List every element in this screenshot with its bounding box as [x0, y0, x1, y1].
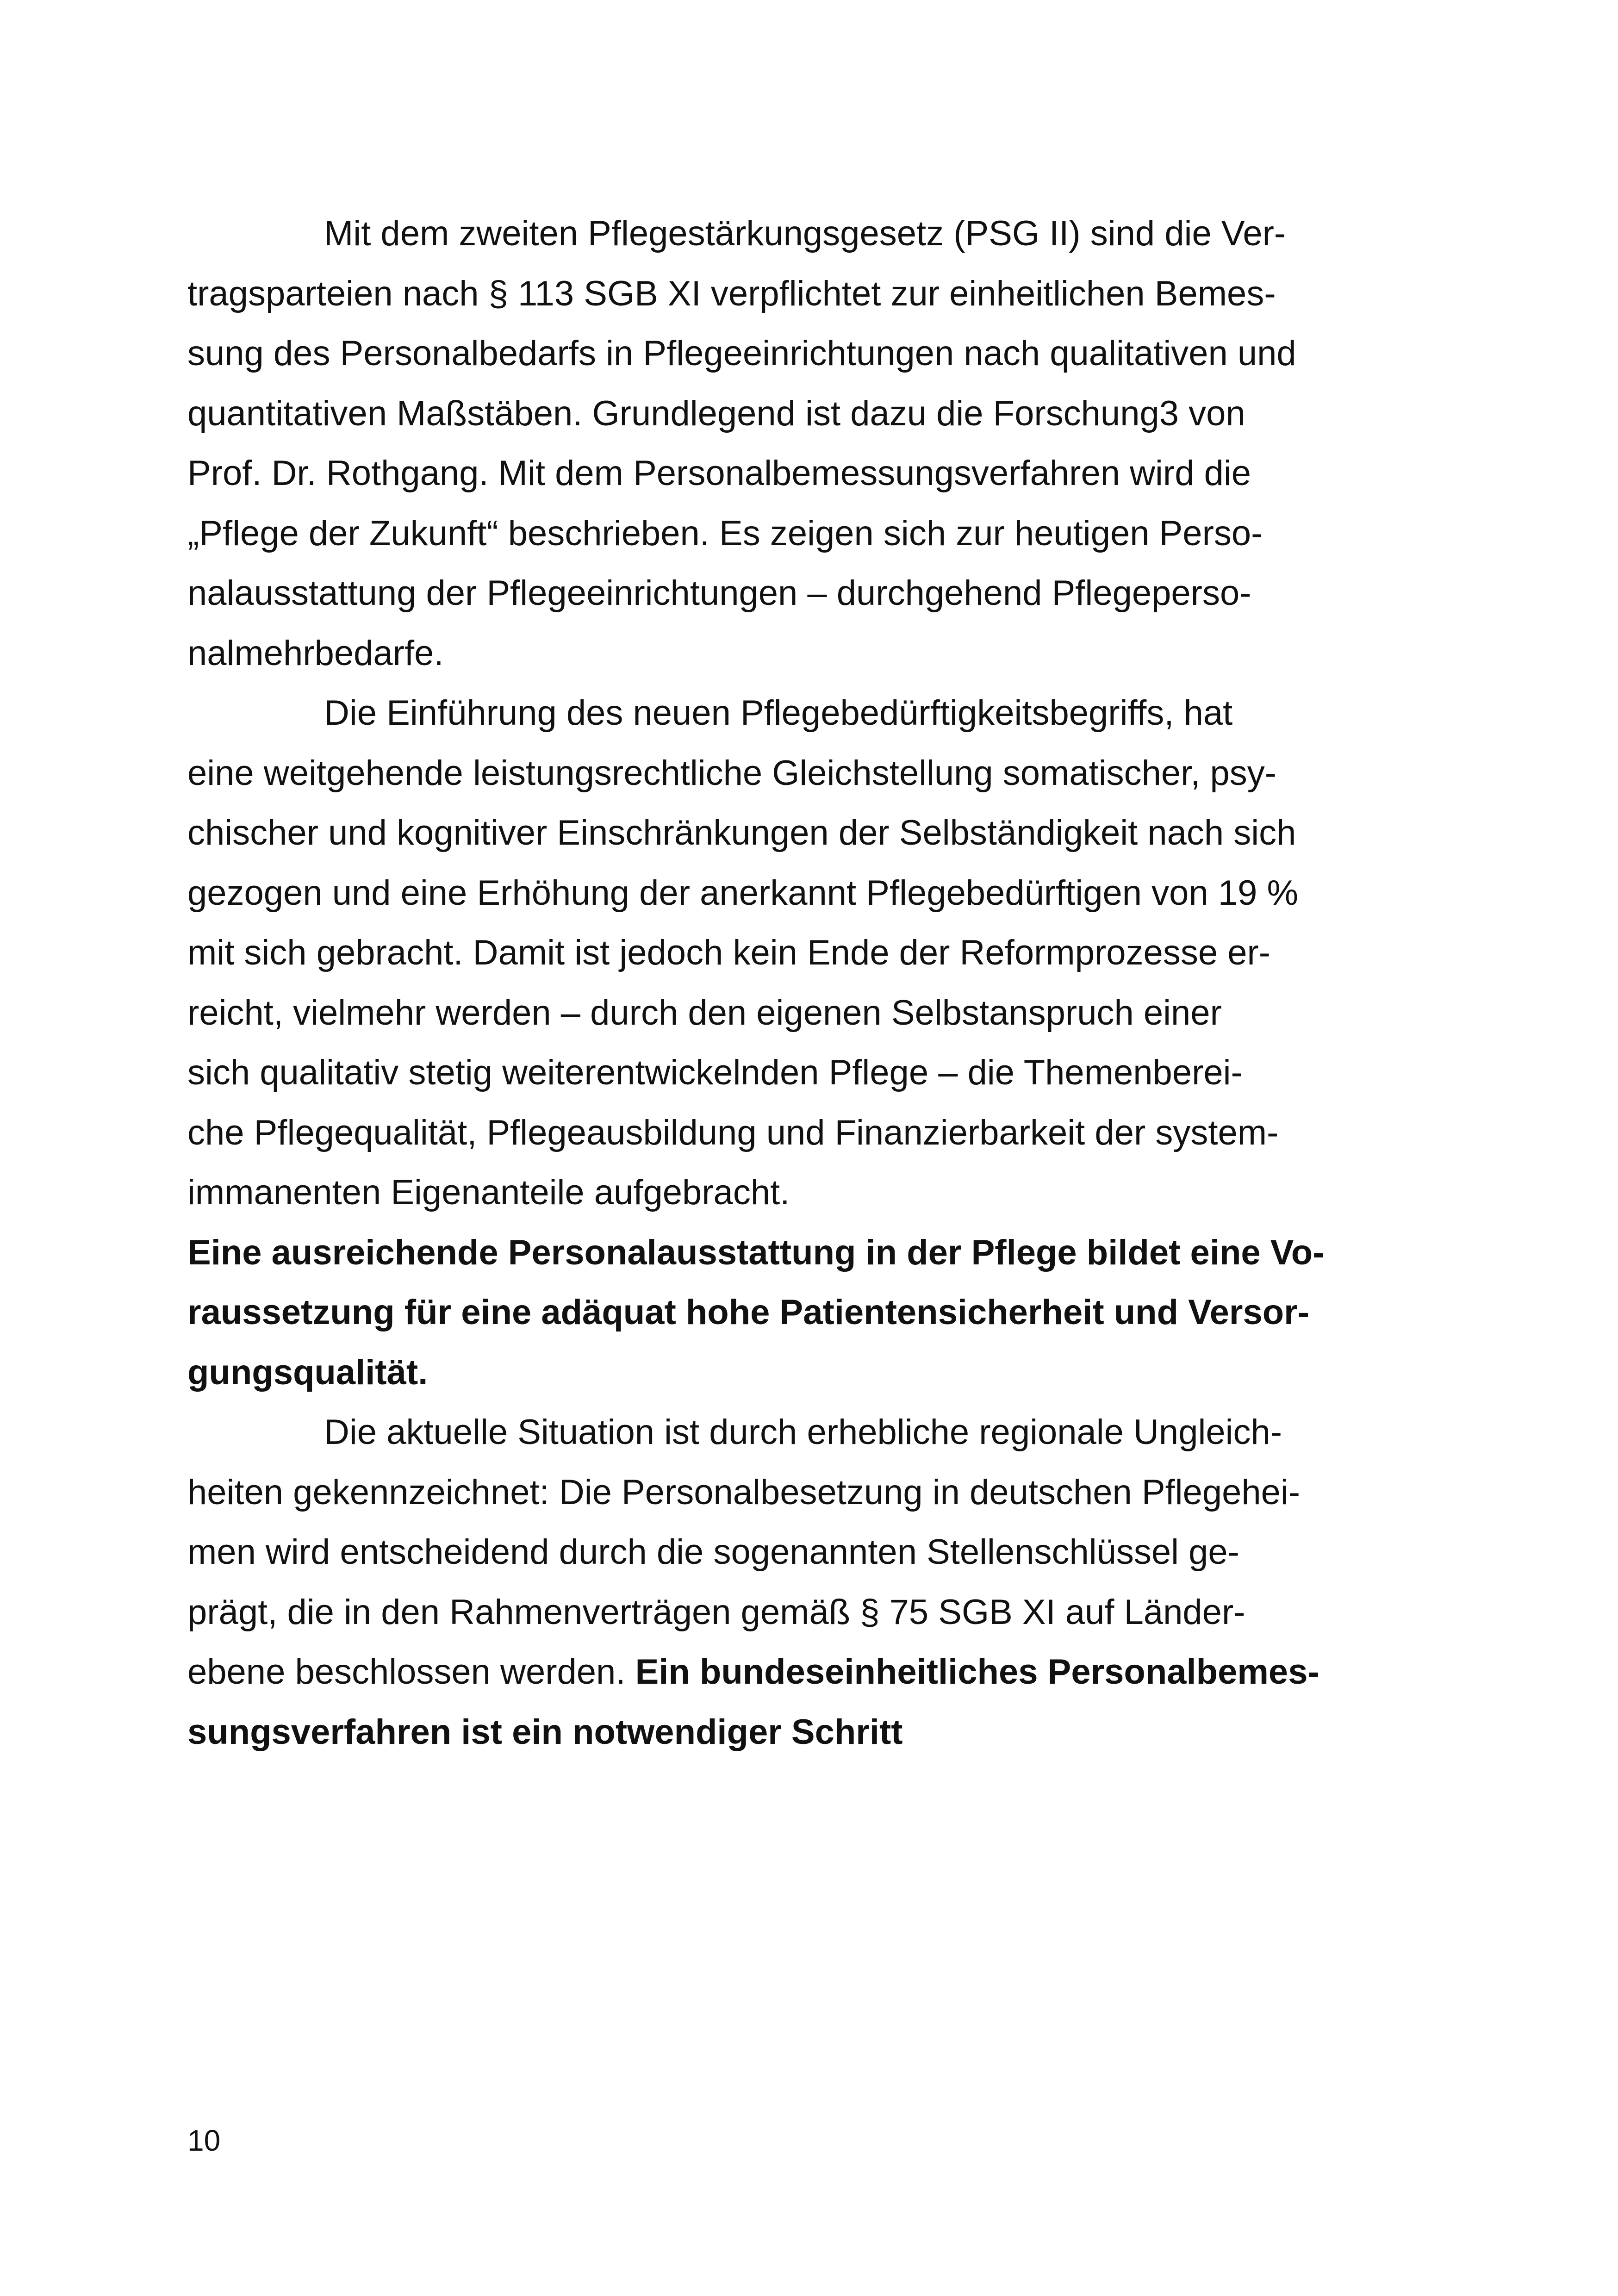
- mixed-text-line: [187, 1642, 1428, 1702]
- text-line: quantitativen Maßstäben. Grundlegend ist dazu die Forschung3 von: [187, 393, 1245, 433]
- text-line: nalausstattung der Pflegeeinrichtungen – durchgehend Pflegeperso-: [187, 573, 1251, 613]
- text-line: Prof. Dr. Rothgang. Mit dem Personalbemessungsverfahren wird die: [187, 454, 1251, 493]
- text-line: heiten gekennzeichnet: Die Personalbesetzung in deutschen Pflegehei-: [187, 1472, 1301, 1512]
- bold-text-line: gungsqualität.: [187, 1352, 428, 1392]
- text-line: „Pflege der Zukunft“ beschrieben. Es zeigen sich zur heutigen Perso-: [187, 513, 1263, 553]
- text-line: Die Einführung des neuen Pflegebedürftigkeitsbegriffs, hat: [324, 693, 1233, 733]
- bold-text-line: raussetzung für eine adäquat hohe Patientensicherheit und Versor-: [187, 1293, 1310, 1332]
- text-line: Die aktuelle Situation ist durch erhebliche regionale Ungleich-: [324, 1412, 1282, 1452]
- text-line: immanenten Eigenanteile aufgebracht.: [187, 1173, 790, 1212]
- text-segment: ebene beschlossen werden.: [187, 1652, 635, 1692]
- text-line: che Pflegequalität, Pflegeausbildung und Finanzierbarkeit der system-: [187, 1113, 1279, 1152]
- text-line: nalmehrbedarfe.: [187, 633, 444, 673]
- text-line: reicht, vielmehr werden – durch den eigenen Selbstanspruch einer: [187, 993, 1222, 1033]
- paragraph-emphasis: [187, 1223, 1428, 1403]
- bold-text-segment: Ein bundeseinheitliches Personalbemes-: [635, 1652, 1319, 1692]
- page-number: 10: [187, 2124, 221, 2157]
- text-line: chischer und kognitiver Einschränkungen der Selbständigkeit nach sich: [187, 813, 1296, 852]
- text-line: prägt, die in den Rahmenverträgen gemäß § 75 SGB XI auf Länder-: [187, 1592, 1245, 1632]
- text-line: tragsparteien nach § 113 SGB XI verpflichtet zur einheitlichen Bemes-: [187, 274, 1276, 313]
- text-line: eine weitgehende leistungsrechtliche Gleichstellung somatischer, psy-: [187, 753, 1277, 793]
- text-line: Mit dem zweiten Pflegestärkungsgesetz (PSG II) sind die Ver-: [324, 214, 1286, 253]
- paragraph-situation: [187, 1402, 1428, 1762]
- text-line: sich qualitativ stetig weiterentwickelnden Pflege – die Themenberei-: [187, 1053, 1243, 1092]
- paragraph-psg: [187, 204, 1428, 683]
- bold-text-line: Eine ausreichende Personalausstattung in der Pflege bildet eine Vo-: [187, 1232, 1325, 1272]
- text-line: mit sich gebracht. Damit ist jedoch kein Ende der Reformprozesse er-: [187, 933, 1271, 972]
- text-line: men wird entscheidend durch die sogenannten Stellenschlüssel ge-: [187, 1532, 1239, 1572]
- bold-text-line: sungsverfahren ist ein notwendiger Schritt: [187, 1712, 903, 1752]
- paragraph-pflegebeduerftigkeit: [187, 683, 1428, 1223]
- text-line: sung des Personalbedarfs in Pflegeeinrichtungen nach qualitativen und: [187, 334, 1296, 373]
- text-line: gezogen und eine Erhöhung der anerkannt Pflegebedürftigen von 19 %: [187, 873, 1299, 913]
- body-text: [187, 204, 1428, 1762]
